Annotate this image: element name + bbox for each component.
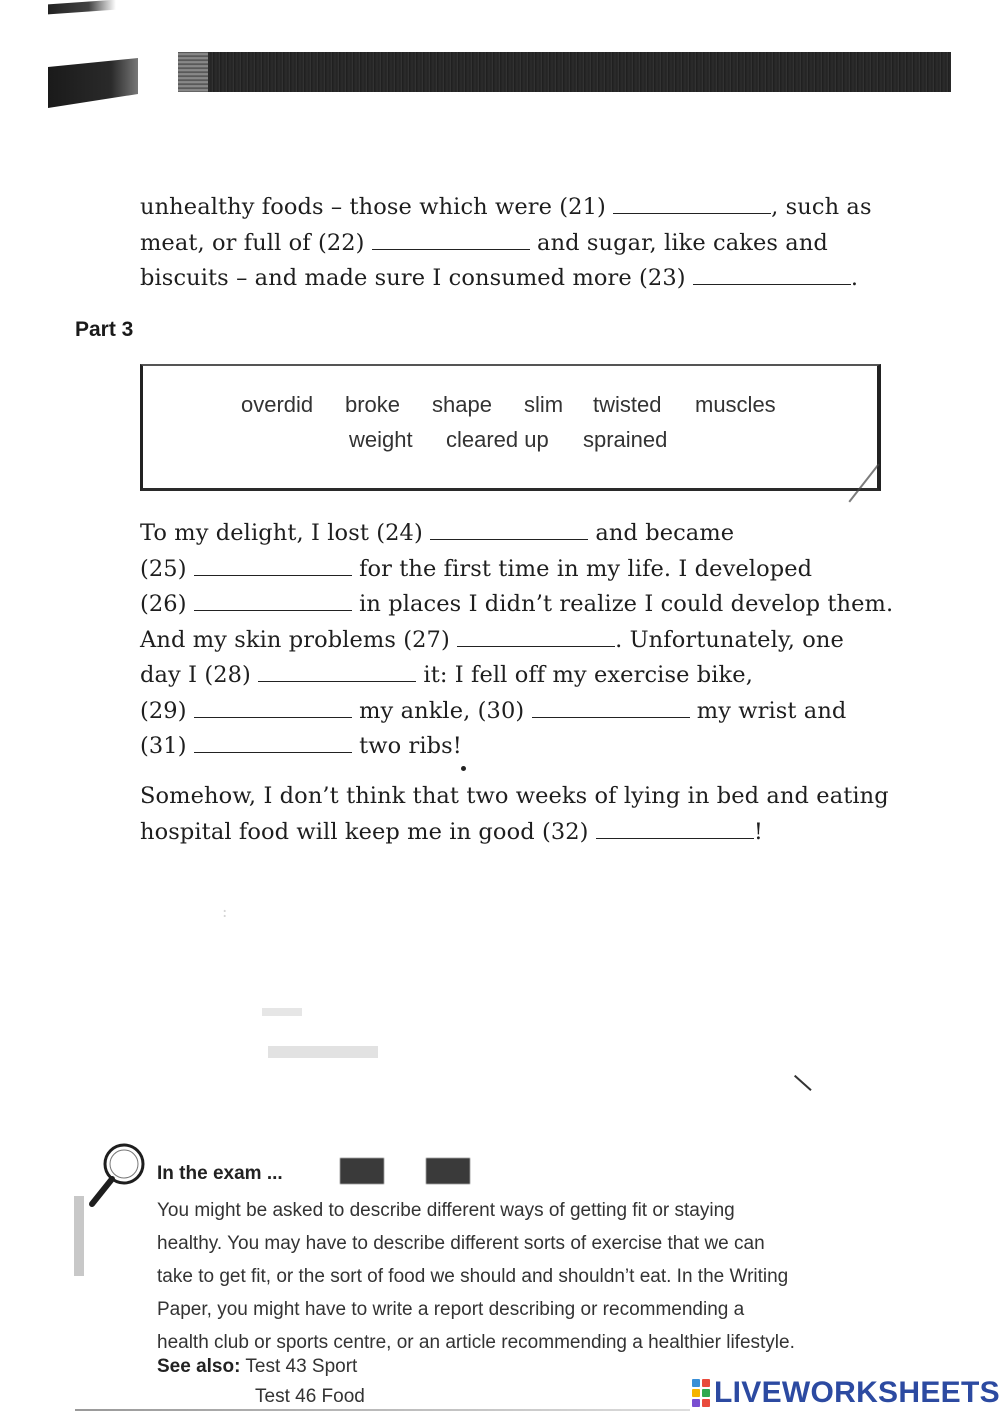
passage-top <box>140 190 872 297</box>
passage-line: meat, or full of (22) and sugar, like cakes and <box>140 229 828 256</box>
see-also-label: See also: <box>157 1356 241 1377</box>
word-muscles[interactable]: muscles <box>695 392 776 417</box>
word-broke[interactable]: broke <box>345 392 401 417</box>
logo-tile <box>692 1379 700 1387</box>
word-weight[interactable]: weight <box>349 427 413 452</box>
logo-mark-icon <box>692 1379 710 1407</box>
answer-blank-21[interactable] <box>613 195 771 214</box>
answer-blank-24[interactable] <box>430 521 588 540</box>
passage-line: (29) my ankle, (30) my wrist and <box>140 697 847 724</box>
answer-blank-30[interactable] <box>532 699 690 718</box>
scan-streak <box>48 0 116 14</box>
exam-tip-title: In the exam ... <box>157 1163 283 1184</box>
word-shape[interactable]: shape <box>432 392 492 417</box>
passage-line: Somehow, I don’t think that two weeks of lying in bed and eating <box>140 783 889 809</box>
bleed-through-mark <box>262 1008 302 1016</box>
passage-line: (26) in places I didn’t realize I could develop them. <box>140 591 894 617</box>
bleed-through-mark <box>268 1046 378 1058</box>
header-tab-block <box>48 58 138 108</box>
pen-tick <box>794 1075 811 1091</box>
passage-line: hospital food will keep me in good (32) ! <box>140 818 763 845</box>
passage-line: And my skin problems (27) . Unfortunately, one <box>140 626 844 653</box>
logo-tile <box>692 1399 700 1407</box>
part-title: Part 3 <box>75 318 134 341</box>
answer-blank-23[interactable] <box>693 266 851 285</box>
answer-blank-28[interactable] <box>258 663 416 682</box>
passage-line: day I (28) it: I fell off my exercise bike, <box>140 662 753 688</box>
scan-mark <box>340 1158 384 1184</box>
word-overdid[interactable]: overdid <box>241 392 314 417</box>
word-box <box>140 364 881 491</box>
liveworksheets-logo[interactable] <box>692 1376 1000 1410</box>
answer-blank-26[interactable] <box>194 592 352 611</box>
answer-blank-25[interactable] <box>194 557 352 576</box>
answer-blank-29[interactable] <box>194 699 352 718</box>
bleed-through-mark: : <box>222 902 228 921</box>
passage-line: biscuits – and made sure I consumed more (23) . <box>140 265 859 291</box>
passage-line: (31) two ribs! <box>140 733 462 759</box>
word-slim[interactable]: slim <box>524 392 564 417</box>
word-sprained[interactable]: sprained <box>583 427 668 452</box>
exam-tip-line: You might be asked to describe different ways of getting fit or staying <box>157 1200 735 1221</box>
passage-line: (25) for the first time in my life. I developed <box>140 555 813 582</box>
exam-tip-line: take to get fit, or the sort of food we should and shouldn’t eat. In the Writing <box>157 1266 789 1287</box>
logo-tile <box>702 1389 710 1397</box>
magnifying-glass-icon <box>74 1138 152 1278</box>
answer-blank-32[interactable] <box>596 820 754 839</box>
answer-blank-22[interactable] <box>372 231 530 250</box>
passage-main <box>140 516 893 765</box>
answer-blank-27[interactable] <box>457 628 615 647</box>
logo-text: LIVEWORKSHEETS <box>714 1376 1000 1409</box>
answer-blank-31[interactable] <box>194 734 352 753</box>
ink-dot <box>461 766 466 771</box>
scan-mark <box>426 1158 470 1184</box>
exam-tip-line: Paper, you might have to write a report describing or recommending a <box>157 1299 745 1320</box>
bottom-rule <box>75 1409 690 1411</box>
exam-tip-body <box>157 1194 877 1359</box>
word-cleared-up[interactable]: cleared up <box>446 427 549 452</box>
header-bar <box>178 52 951 92</box>
passage-line: To my delight, I lost (24) and became <box>140 520 735 546</box>
passage-closing <box>140 779 889 850</box>
passage-line: unhealthy foods – those which were (21) , such as <box>140 194 872 220</box>
logo-tile <box>702 1379 710 1387</box>
see-also-item: Test 43 Sport <box>245 1356 358 1377</box>
see-also <box>157 1352 365 1412</box>
logo-tile <box>702 1399 710 1407</box>
logo-tile <box>692 1389 700 1397</box>
exam-tip-line: healthy. You may have to describe different sorts of exercise that we can <box>157 1233 765 1254</box>
exam-tip-line: health club or sports centre, or an article recommending a healthier lifestyle. <box>157 1332 795 1353</box>
word-twisted[interactable]: twisted <box>593 392 662 417</box>
see-also-item: Test 46 Food <box>255 1386 365 1407</box>
